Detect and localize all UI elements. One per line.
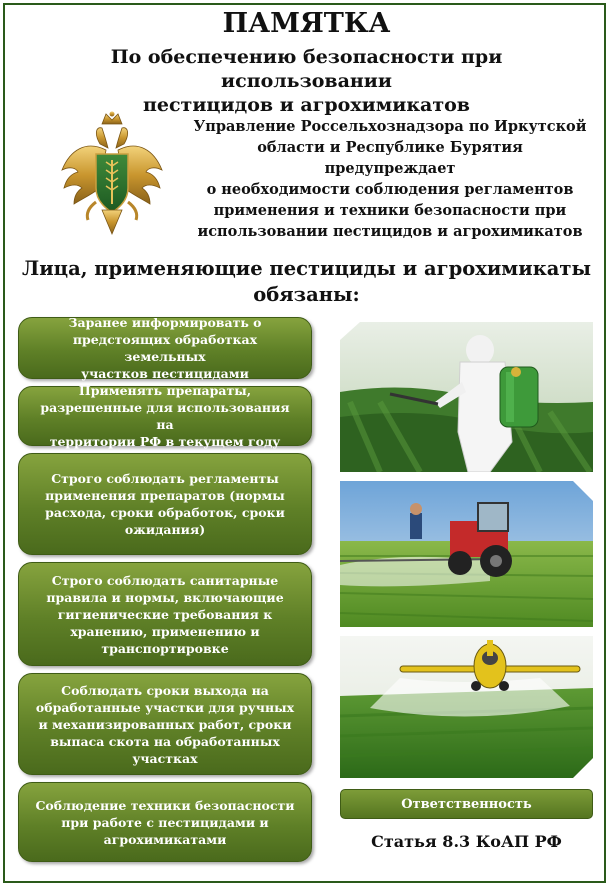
duty-card-line: хранению, применению и (70, 623, 260, 639)
duty-card-safety (18, 782, 312, 862)
duty-card-line: гигиенические требования к (57, 606, 273, 622)
duty-card-line: предстоящих обработках земельных (72, 332, 258, 364)
duty-card-inform (18, 317, 312, 379)
duty-card-sanitary (18, 562, 312, 666)
page-subtitle (30, 45, 583, 117)
duty-card-line: Применять препараты, (78, 383, 252, 398)
intro-text (190, 116, 590, 242)
duty-card-line: правила и нормы, включающие (46, 589, 284, 605)
duty-card-line: Соблюдение техники безопасности (35, 797, 295, 813)
photo-worker-spraying (340, 322, 593, 472)
duty-card-line: агрохимикатами (103, 831, 227, 847)
duties-heading-line: обязаны: (253, 283, 360, 306)
intro-line: использовании пестицидов и агрохимикатов (197, 223, 583, 240)
duties-heading-line: Лица, применяющие пестициды и агрохимикаты (21, 257, 592, 280)
duties-heading (20, 256, 593, 308)
photo-tractor-spraying (340, 481, 593, 627)
intro-line: области и Республике Бурятия предупреждает (257, 139, 523, 177)
eagle-emblem-icon (56, 110, 168, 238)
responsibility-button[interactable]: Ответственность (340, 789, 593, 819)
duty-card-line: при работе с пестицидами и (61, 814, 269, 830)
duty-card-line: Строго соблюдать регламенты (51, 471, 279, 486)
duty-card-line: применения препаратов (нормы (45, 488, 285, 503)
duty-card-line: участках (132, 750, 198, 766)
duty-card-exit-terms (18, 673, 312, 775)
duty-card-line: выпаса скота на обработанных (50, 733, 280, 749)
duty-card-line: территории РФ в текущем году (49, 434, 281, 449)
duty-card-line: ожидания) (124, 522, 206, 537)
intro-line: Управление Россельхознадзора по Иркутской (193, 118, 587, 135)
photo-crop-duster-plane (340, 636, 593, 778)
duty-card-line: участков пестицидами (81, 366, 249, 381)
duty-card-line: обработанные участки для ручных (35, 699, 295, 715)
duty-card-line: Соблюдать сроки выхода на (61, 682, 269, 698)
intro-line: о необходимости соблюдения регламентов (206, 181, 574, 198)
duty-card-line: Строго соблюдать санитарные (51, 572, 279, 588)
intro-line: применения и техники безопасности при (213, 202, 567, 219)
duty-card-line: разрешенные для использования на (40, 400, 290, 432)
page-title: ПАМЯТКА (222, 8, 391, 39)
duty-card-regulations (18, 453, 312, 555)
duty-card-line: Заранее информировать о (68, 315, 262, 330)
duty-card-line: расхода, сроки обработок, сроки (45, 505, 285, 520)
subtitle-line: По обеспечению безопасности при использовании (110, 46, 503, 92)
article-reference: Статья 8.3 КоАП РФ (371, 832, 562, 851)
duty-card-line: транспортировке (101, 640, 229, 656)
duty-card-line: и механизированных работ, сроки (38, 716, 292, 732)
duty-card-approved-products (18, 383, 312, 449)
subtitle-line: пестицидов и агрохимикатов (142, 94, 471, 116)
